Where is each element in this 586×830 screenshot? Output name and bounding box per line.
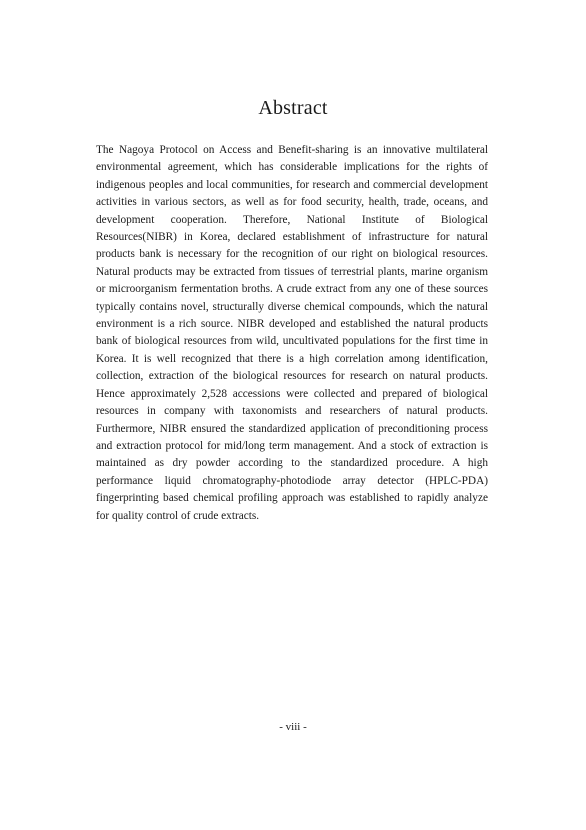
page-number: - viii -: [279, 721, 307, 733]
page-title: Abstract: [258, 97, 328, 119]
abstract-paragraph: The Nagoya Protocol on Access and Benefit-sharing is an innovative multilateral environmental agreement, which has considerable implications for the rights of indigenous peoples and local communities, for research and commercial development activities in various sectors, as well as for food security, health, trade, oceans, and development cooperation. Therefore, National Institute of Biological Resources(NIBR) in Korea, declared establishment of infrastructure for natural products bank is necessary for the recognition of our right on biological resources. Natural products may be extracted from tissues of terrestrial plants, marine organism or microorganism fermentation broths. A crude extract from any one of these sources typically contains novel, structurally diverse chemical compounds, which the natural environment is a rich source. NIBR developed and established the natural products bank of biological resources from wild, uncultivated populations for the first time in Korea. It is well recognized that there is a high correlation among identification, collection, extraction of the biological resources for research on natural products. Hence approximately 2,528 accessions were collected and prepared of biological resources in company with taxonomists and researchers of natural products. Furthermore, NIBR ensured the standardized application of preconditioning process and extraction protocol for mid/long term management. And a stock of extraction is maintained as dry powder according to the standardized procedure. A high performance liquid chromatography-photodiode array detector (HPLC-PDA) fingerprinting based chemical profiling approach was established to rapidly analyze for quality control of crude extracts.: [96, 144, 488, 522]
